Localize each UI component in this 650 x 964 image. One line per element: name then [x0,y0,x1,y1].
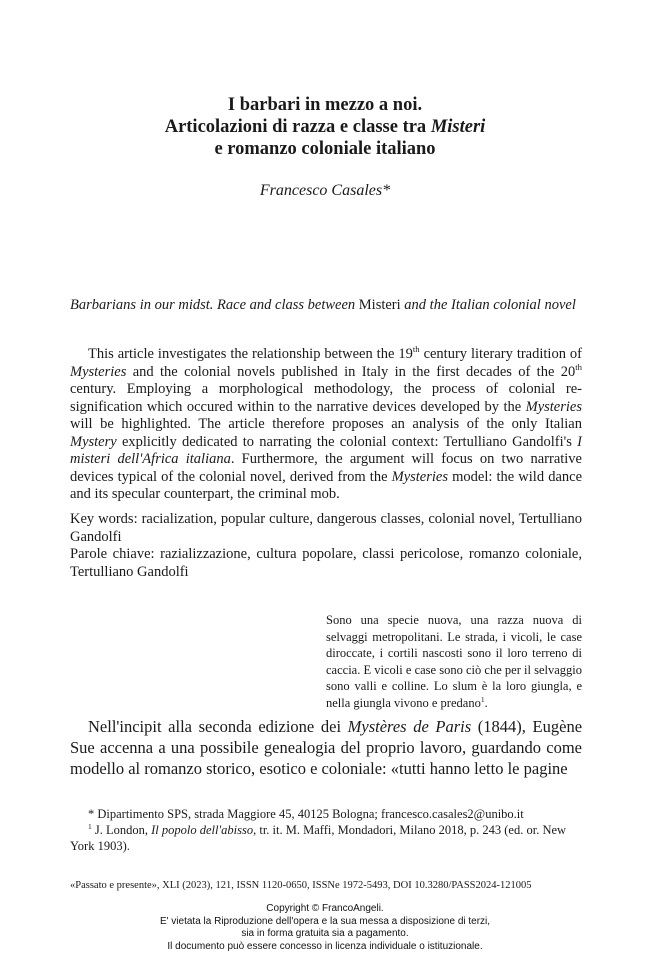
abstract [70,346,582,504]
abstract-paragraph: This article investigates the relationship between the 19th century literary tradition of Mysteries and the colonial novels published in Italy in the first decades of the 20th century. Employing a morphological methodology, the process of colonial re-signification which occured within to the narrative devices developed by the Mysteries will be highlighted. The article therefore proposes an analysis of the only Italian Mystery explicitly dedicated to narrating the colonial context: Tertulliano Gandolfi's I misteri dell'Africa italiana. Furthermore, the argument will focus on two narrative devices typical of the colonial novel, derived from the Mysteries model: the wild dance and its specular counterpart, the criminal mob. [70,344,582,502]
body-text [70,716,582,779]
keywords-it: Parole chiave: razializzazione, cultura popolare, classi pericolose, romanzo coloniale, Tertulliano Gandolfi [70,546,582,580]
footnote-1: $^1$ J. London, Il popolo dell'abisso, tr. it. M. Maffi, Mondadori, Milano 2018, p. 243 (ed. or. New York 1903). [70,821,567,853]
copyright-notice: Copyright © FrancoAngeli. E' vietata la Riproduzione dell'opera e la sua messa a disposizione di terzi, sia in forma gratuita sia a pagamento. Il documento può essere concesso in licenza individuale o istituzionale. [159,903,491,952]
abstract-title: Barbarians in our midst. Race and class between Misteri and the Italian colonial novel [70,297,576,313]
title-misteri: Misteri [430,117,486,137]
keywords [70,511,582,581]
title-line-3: e romanzo coloniale italiano [214,139,436,159]
footnote-affiliation: * Dipartimento SPS, strada Maggiore 45, 40125 Bologna; francesco.casales2@unibo.it [88,807,524,821]
epigraph-text: Sono una specie nuova, una razza nuova di selvaggi metropolitani. Le strada, i vicoli, le case diroccate, i cortili nascosti sono il loro terreno di caccia. E vicoli e case sono ciò che per il selvaggio sono valli e colline. Lo slum è la loro giungla, e nella giungla vivono e predano [326,613,582,710]
keywords-en: Key words: racialization, popular culture, dangerous classes, colonial novel, Tertulliano Gandolfi [70,511,582,545]
article-title [0,94,650,160]
footnotes [70,806,582,854]
title-line-1: I barbari in mezzo a noi. [227,95,423,115]
footnote-ref-1[interactable]: 1 [480,694,485,704]
journal-citation: «Passato e presente», XLI (2023), 121, ISSN 1120-0650, ISSNe 1972-5493, DOI 10.3280/PASS2024-121005 [70,880,532,891]
title-line-2: Articolazioni di razza e classe tra Misteri [164,117,486,137]
author-name: Francesco Casales* [259,182,391,199]
epigraph: Sono una specie nuova, una razza nuova di selvaggi metropolitani. Le strada, i vicoli, le case diroccate, i cortili nascosti sono il loro terreno di caccia. E vicoli e case sono ciò che per il selvaggio sono valli e colline. Lo slum è la loro giungla, e nella giungla vivono e predano$^1$. [326,613,582,710]
body-paragraph: Nell'incipit alla seconda edizione dei Mystères de Paris (1844), Eugène Sue accenna a una possibile genealogia del proprio lavoro, guardando come modello al romanzo storico, esotico e coloniale: «tutti hanno letto le pagine [70,717,583,778]
